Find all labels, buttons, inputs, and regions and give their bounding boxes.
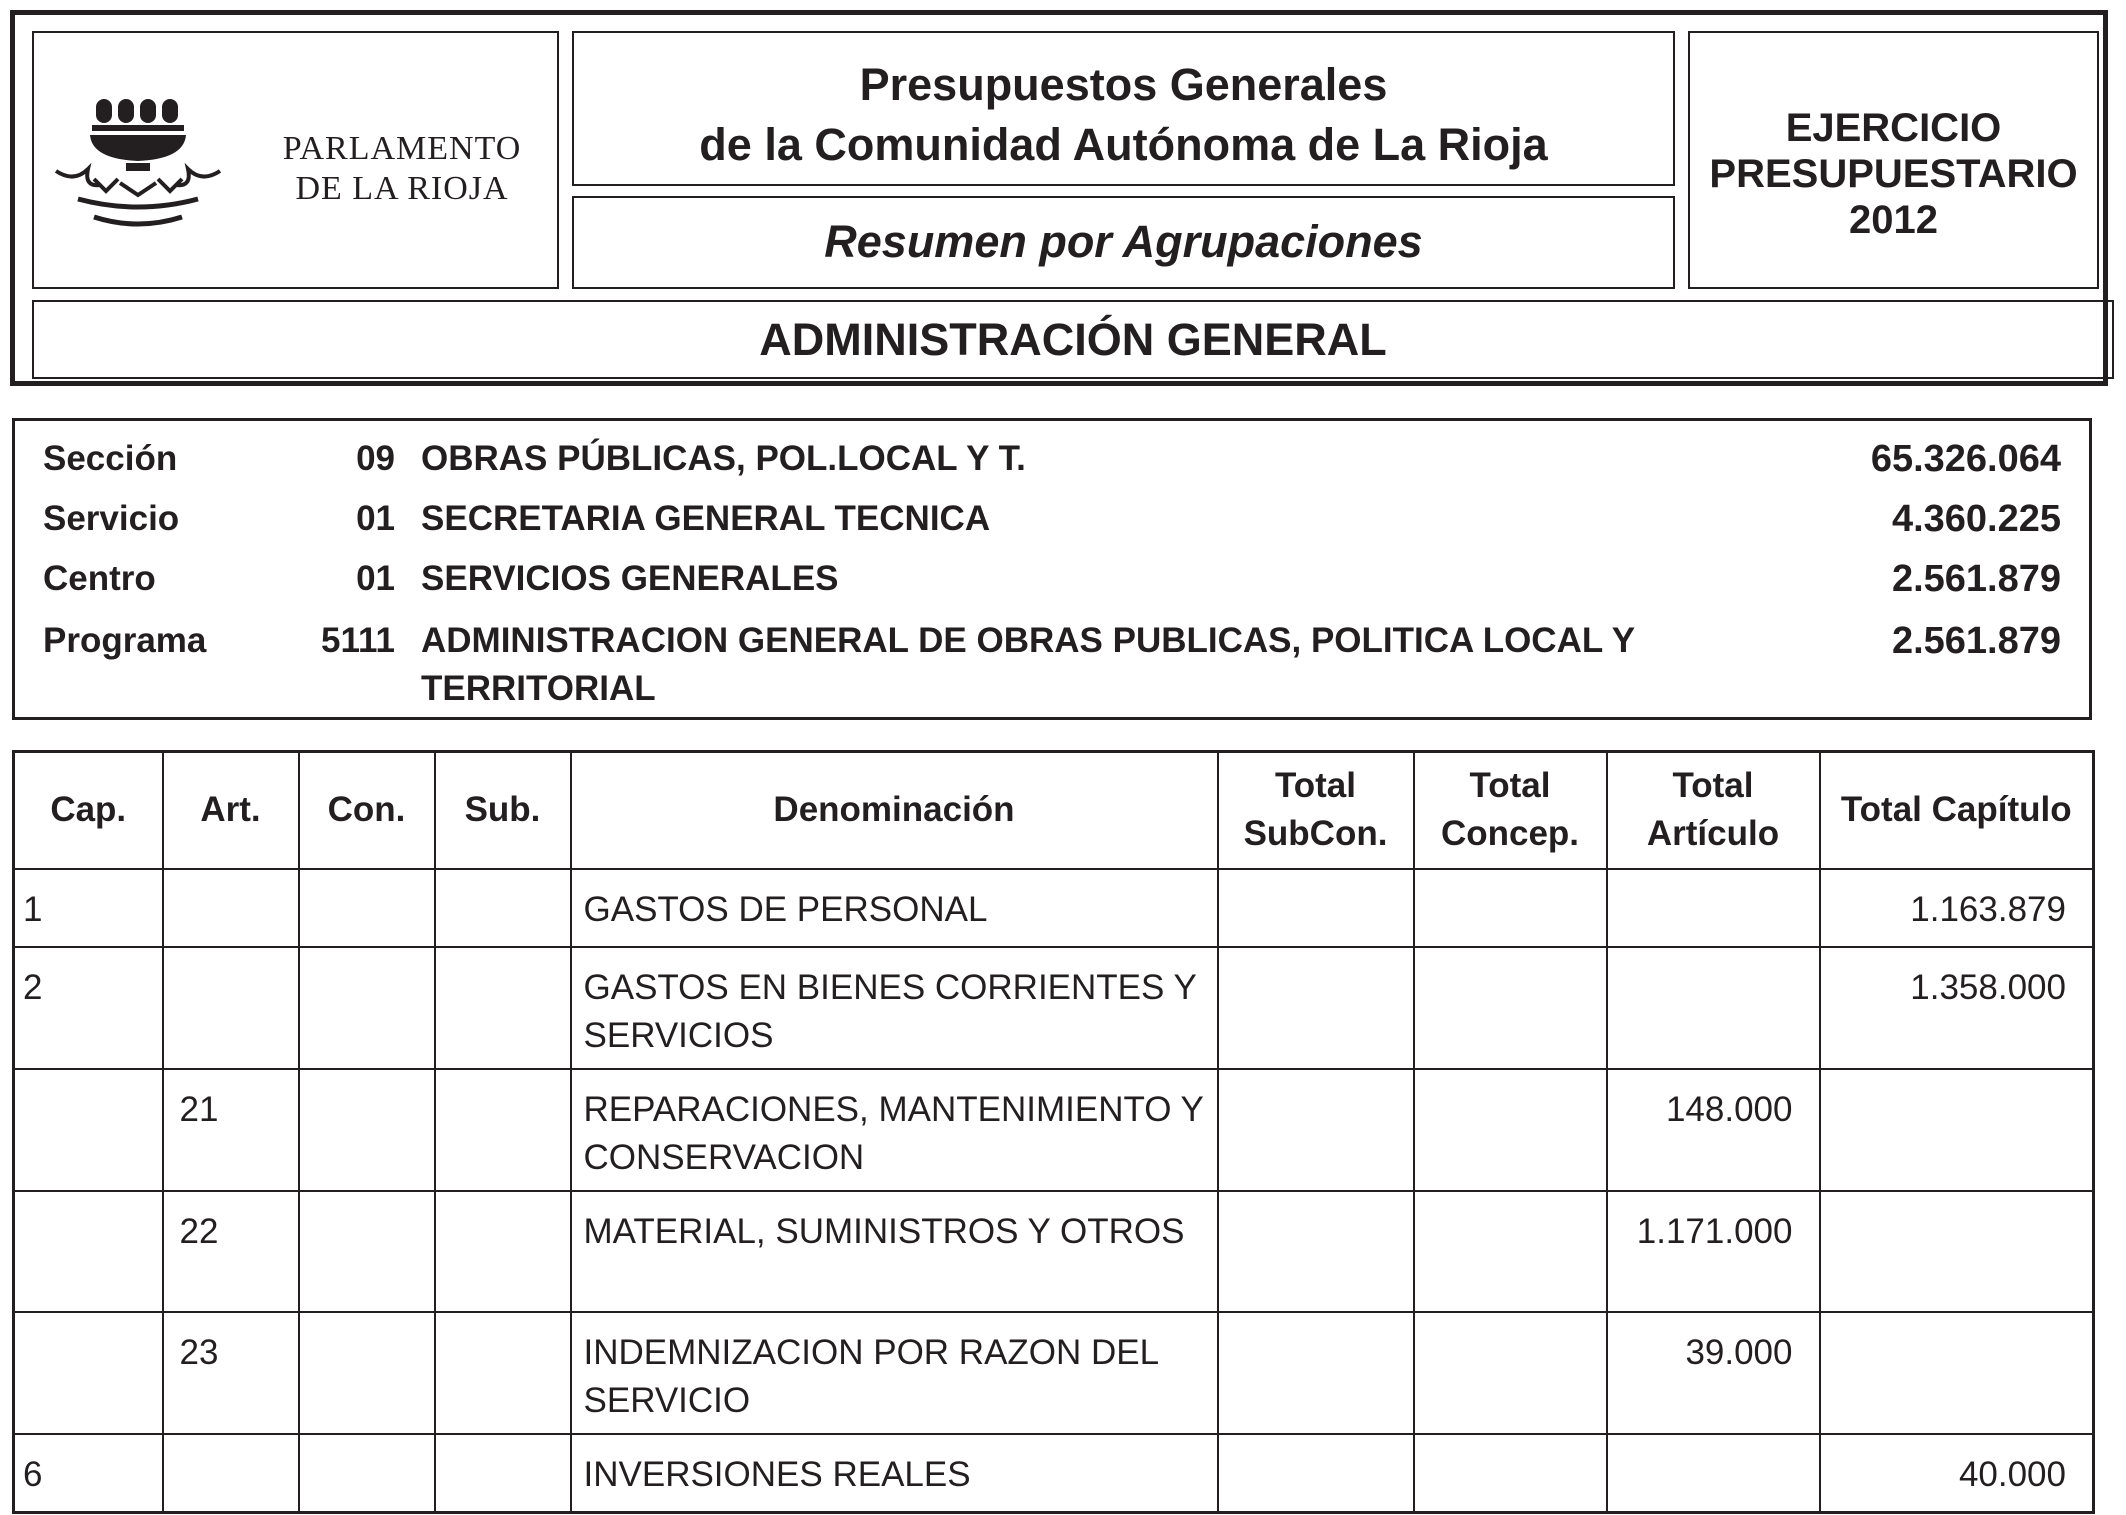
cell-total-concep [1414, 1069, 1607, 1191]
cell-total-subcon [1218, 1434, 1414, 1513]
header-total-concep: Total Concep. [1414, 752, 1607, 869]
cell-art: 23 [163, 1312, 299, 1434]
info-label: Servicio [43, 499, 180, 538]
cell-total-subcon [1218, 1069, 1414, 1191]
cell-total-capitulo: 1.358.000 [1820, 947, 2094, 1069]
info-description: ADMINISTRACION GENERAL DE OBRAS PUBLICAS, POLITICA LOCAL Y TERRITORIAL [421, 621, 1635, 708]
document-header [10, 10, 2108, 386]
info-code: 01 [356, 499, 395, 538]
cell-sub [435, 1312, 571, 1434]
header-cap: Cap. [14, 752, 163, 869]
info-description: SERVICIOS GENERALES [421, 559, 839, 598]
info-amount: 2.561.879 [1891, 620, 2061, 662]
cell-total-capitulo: 1.163.879 [1820, 869, 2094, 947]
cell-cap: 2 [14, 947, 163, 1069]
cell-total-concep [1414, 947, 1607, 1069]
parliament-logo-icon [54, 87, 234, 237]
cell-con [299, 1191, 435, 1312]
cell-sub [435, 1069, 571, 1191]
header-sub: Sub. [435, 752, 571, 869]
year-line-2: PRESUPUESTARIO [1709, 152, 2078, 196]
cell-total-articulo: 39.000 [1607, 1312, 1820, 1434]
info-label: Sección [43, 439, 178, 478]
section-panel [32, 300, 2114, 379]
parliament-name [252, 129, 552, 209]
info-amount: 2.561.879 [1891, 558, 2061, 600]
cell-denominacion: REPARACIONES, MANTENIMIENTO Y CONSERVACION [571, 1069, 1218, 1191]
info-description: SECRETARIA GENERAL TECNICA [421, 499, 991, 538]
cell-cap: 1 [14, 869, 163, 947]
cell-art [163, 947, 299, 1069]
cell-total-subcon [1218, 947, 1414, 1069]
cell-con [299, 947, 435, 1069]
cell-con [299, 869, 435, 947]
cell-total-concep [1414, 869, 1607, 947]
cell-total-subcon [1218, 1312, 1414, 1434]
cell-total-articulo [1607, 869, 1820, 947]
table-header-row [14, 752, 2094, 869]
cell-cap: 6 [14, 1434, 163, 1513]
cell-total-concep [1414, 1191, 1607, 1312]
info-code: 01 [356, 559, 395, 598]
header-total-subcon: Total SubCon. [1218, 752, 1414, 869]
header-con: Con. [299, 752, 435, 869]
cell-sub [435, 869, 571, 947]
cell-total-articulo [1607, 1434, 1820, 1513]
table-row [14, 1434, 2094, 1513]
cell-art [163, 1434, 299, 1513]
info-amount: 65.326.064 [1870, 438, 2061, 480]
section-title: ADMINISTRACIÓN GENERAL [759, 314, 1387, 365]
title-panel [572, 31, 1675, 186]
cell-denominacion: GASTOS EN BIENES CORRIENTES Y SERVICIOS [571, 947, 1218, 1069]
info-description: OBRAS PÚBLICAS, POL.LOCAL Y T. [421, 439, 1026, 478]
cell-cap [14, 1069, 163, 1191]
cell-con [299, 1312, 435, 1434]
cell-total-subcon [1218, 1191, 1414, 1312]
cell-sub [435, 1434, 571, 1513]
info-code: 09 [356, 439, 395, 478]
header-total-articulo: Total Artículo [1607, 752, 1820, 869]
table-row [14, 1312, 2094, 1434]
cell-total-articulo: 1.171.000 [1607, 1191, 1820, 1312]
year-line-1: EJERCICIO [1785, 106, 2002, 150]
cell-denominacion: MATERIAL, SUMINISTROS Y OTROS [571, 1191, 1218, 1312]
header-total-capitulo: Total Capítulo [1820, 752, 2094, 869]
fiscal-year [1690, 105, 2097, 243]
year-line-3: 2012 [1849, 198, 1938, 242]
table-row [14, 1069, 2094, 1191]
cell-total-subcon [1218, 869, 1414, 947]
cell-total-articulo [1607, 947, 1820, 1069]
header-denominacion: Denominación [571, 752, 1218, 869]
info-label: Programa [43, 621, 207, 660]
cell-art [163, 869, 299, 947]
cell-con [299, 1069, 435, 1191]
cell-total-capitulo [1820, 1191, 2094, 1312]
parliament-name-line-2: DE LA RIOJA [295, 170, 509, 207]
document-subtitle: Resumen por Agrupaciones [824, 216, 1423, 267]
cell-sub [435, 1191, 571, 1312]
cell-denominacion: INDEMNIZACION POR RAZON DEL SERVICIO [571, 1312, 1218, 1434]
info-label: Centro [43, 559, 156, 598]
cell-sub [435, 947, 571, 1069]
cell-total-capitulo: 40.000 [1820, 1434, 2094, 1513]
budget-table [12, 750, 2095, 1514]
cell-cap [14, 1191, 163, 1312]
cell-denominacion: INVERSIONES REALES [571, 1434, 1218, 1513]
cell-denominacion: GASTOS DE PERSONAL [571, 869, 1218, 947]
table-row [14, 1191, 2094, 1312]
cell-total-concep [1414, 1434, 1607, 1513]
cell-art: 22 [163, 1191, 299, 1312]
cell-total-capitulo [1820, 1312, 2094, 1434]
logo-panel [32, 31, 559, 289]
cell-total-articulo: 148.000 [1607, 1069, 1820, 1191]
cell-con [299, 1434, 435, 1513]
header-art: Art. [163, 752, 299, 869]
cell-total-capitulo [1820, 1069, 2094, 1191]
info-amount: 4.360.225 [1891, 498, 2061, 540]
parliament-name-line-1: PARLAMENTO [282, 130, 522, 167]
info-code: 5111 [321, 621, 395, 660]
title-line-1: Presupuestos Generales [859, 59, 1388, 110]
table-row [14, 947, 2094, 1069]
classification-box [12, 418, 2092, 720]
subtitle-panel [572, 196, 1675, 289]
cell-total-concep [1414, 1312, 1607, 1434]
table-row [14, 869, 2094, 947]
cell-cap [14, 1312, 163, 1434]
document-title [574, 55, 1673, 175]
fiscal-year-panel [1688, 31, 2099, 289]
title-line-2: de la Comunidad Autónoma de La Rioja [699, 119, 1548, 170]
cell-art: 21 [163, 1069, 299, 1191]
